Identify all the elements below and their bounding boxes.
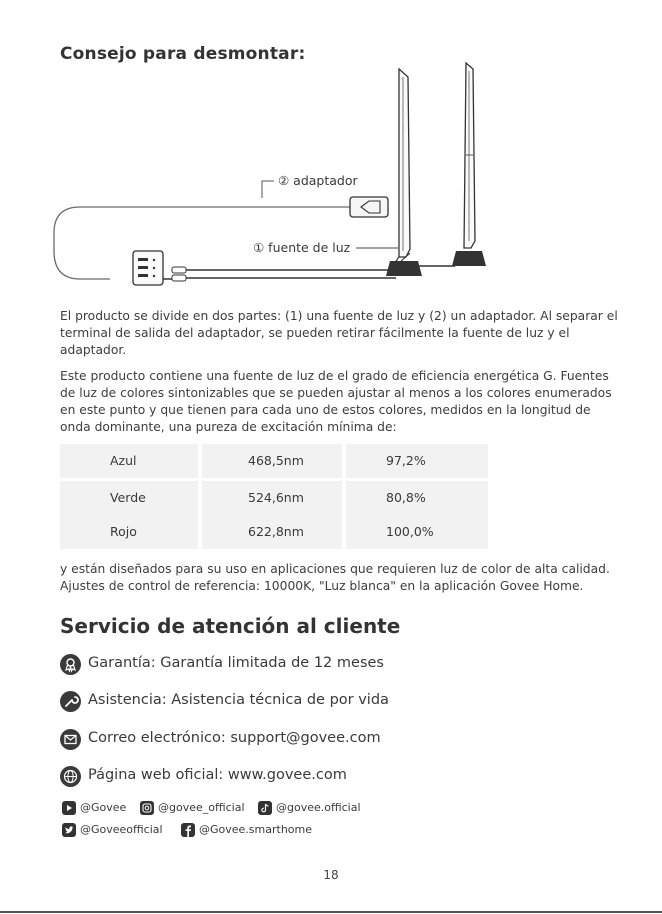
color-name: Verde <box>110 490 146 505</box>
service-text: Garantía: Garantía limitada de 12 meses <box>88 655 384 671</box>
section-title-customer-service: Servicio de atención al cliente <box>60 614 401 638</box>
paragraph-disassembly: El producto se divide en dos partes: (1) una fuente de luz y (2) un adaptador. Al separar el terminal de salida del adaptador, se pueden retirar fácilmente la fuente de luz y el adaptador. <box>60 309 618 357</box>
page-number: 18 <box>323 868 339 882</box>
wavelength-value: 524,6nm <box>248 490 304 505</box>
tiktok-icon <box>258 801 272 815</box>
table-cell-wavelength <box>202 444 342 478</box>
mail-icon <box>60 729 81 750</box>
color-name: Rojo <box>110 524 137 539</box>
globe-icon <box>60 766 81 787</box>
product-diagram <box>50 55 500 295</box>
twitter-icon <box>62 823 76 837</box>
table-cell-color <box>60 515 198 549</box>
service-text: Correo electrónico: support@govee.com <box>88 730 381 746</box>
table-cell-color <box>60 444 198 478</box>
social-handle: @Govee.smarthome <box>199 823 313 836</box>
adapter-label: ② adaptador <box>278 173 358 188</box>
table-cell-purity <box>346 515 488 549</box>
facebook-icon <box>181 823 195 837</box>
wavelength-value: 622,8nm <box>248 524 304 539</box>
table-cell-wavelength <box>202 481 342 515</box>
table-cell-color <box>60 481 198 515</box>
paragraph-energy: Este producto contiene una fuente de luz de el grado de eficiencia energética G. Fuentes de luz de colores sintonizables que se pueden ajustar al menos a los colores enumerados en este punto y que tienen para cada uno de estos colores, medidos en la longitud de onda dominante, una pureza de excitación mínima de: <box>60 369 612 434</box>
instagram-icon <box>140 801 154 815</box>
award-icon <box>60 654 81 675</box>
social-handle: @govee_official <box>158 801 245 814</box>
social-handle: @Goveeofficial <box>80 823 163 836</box>
color-name: Azul <box>110 453 137 468</box>
paragraph-applications: y están diseñados para su uso en aplicaciones que requieren luz de color de alta calidad. Ajustes de control de referencia: 10000K, "Luz blanca" en la aplicación Govee Home. <box>60 562 610 593</box>
service-text: Página web oficial: www.govee.com <box>88 767 347 783</box>
social-handle: @Govee <box>80 801 127 814</box>
product-diagram-drawing <box>50 55 500 295</box>
light-source-label: ① fuente de luz <box>253 240 351 255</box>
wrench-icon <box>60 691 81 712</box>
youtube-icon <box>62 801 76 815</box>
table-cell-wavelength <box>202 515 342 549</box>
service-text: Asistencia: Asistencia técnica de por vida <box>88 692 389 708</box>
purity-value: 97,2% <box>386 453 426 468</box>
social-handle: @govee.official <box>276 801 361 814</box>
section-title-disassembly: Consejo para desmontar: <box>60 44 306 64</box>
bottom-divider <box>0 911 662 913</box>
wavelength-value: 468,5nm <box>248 453 304 468</box>
purity-value: 100,0% <box>386 524 434 539</box>
purity-value: 80,8% <box>386 490 426 505</box>
table-cell-purity <box>346 481 488 515</box>
table-cell-purity <box>346 444 488 478</box>
